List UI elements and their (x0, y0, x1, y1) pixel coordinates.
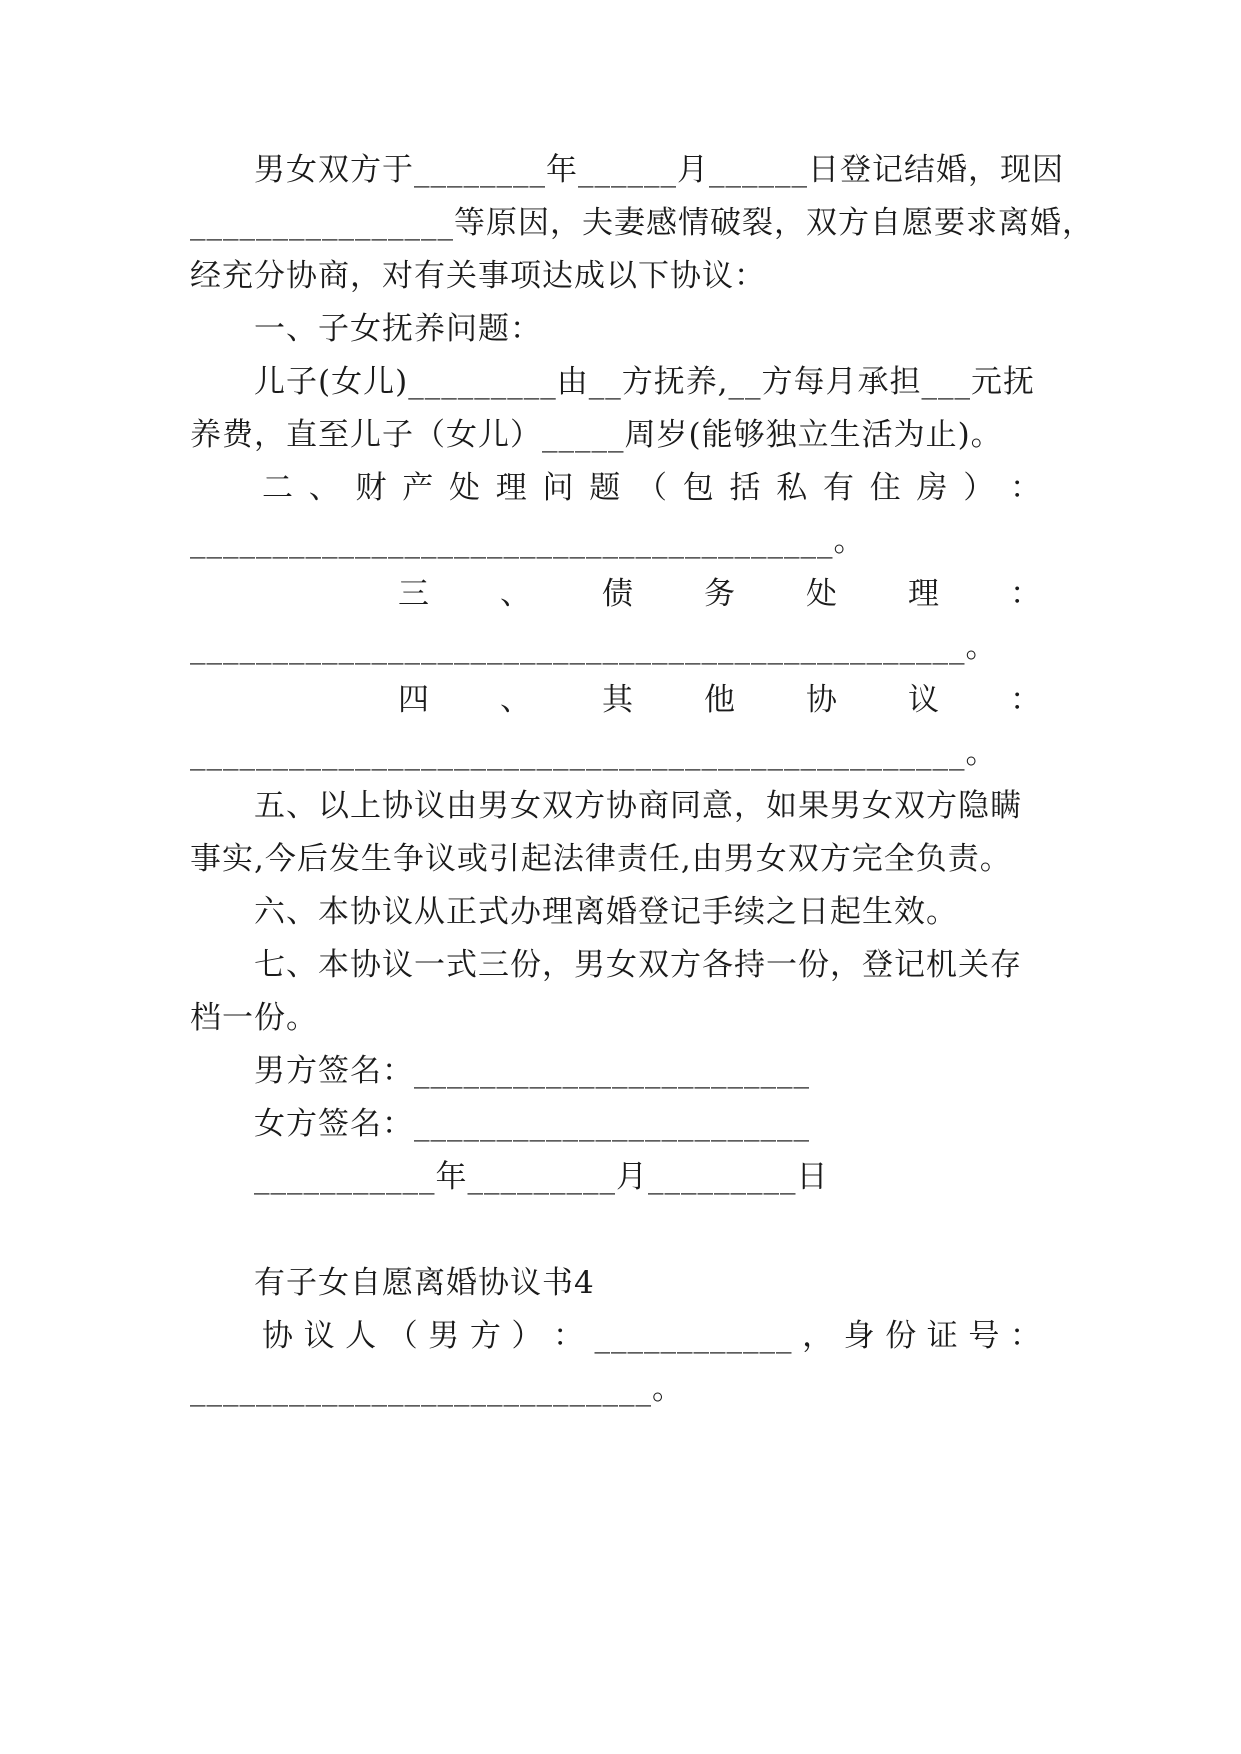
paragraph-line: 档一份。 (190, 1000, 318, 1036)
paragraph-line: 经充分协商，对有关事项达成以下协议： (190, 258, 766, 294)
section-heading-property: 二 、 财 产 处 理 问 题 （ 包 括 私 有 住 房 ） ： (262, 470, 1042, 506)
paragraph-line: 五、以上协议由男女双方协商同意，如果男女双方隐瞒 (190, 788, 1022, 824)
paragraph-line: 养费，直至儿子（女儿）_____周岁(能够独立生活为止)。 (190, 417, 1003, 453)
blank-line-id-number: ____________________________。 (190, 1371, 684, 1407)
blank-line-debt: _______________________________________________。 (190, 629, 998, 665)
document-title: 有子女自愿离婚协议书4 (190, 1265, 595, 1301)
section-heading-debt: 三 、 债 务 处 理 ： (398, 576, 1042, 612)
paragraph-line: 六、本协议从正式办理离婚登记手续之日起生效。 (190, 894, 958, 930)
section-heading-other: 四 、 其 他 协 议 ： (398, 682, 1042, 718)
paragraph-line: 男女双方于________年______月______日登记结婚，现因 (190, 152, 1064, 188)
male-signature-line: 男方签名：________________________ (190, 1053, 810, 1089)
date-line: ___________年_________月_________日 (190, 1159, 829, 1195)
female-signature-line: 女方签名：________________________ (190, 1106, 810, 1142)
blank-line-property: _______________________________________。 (190, 523, 866, 559)
section-heading-children: 一、子女抚养问题： (190, 311, 542, 347)
paragraph-line: 七、本协议一式三份，男女双方各持一份，登记机关存 (190, 947, 1022, 983)
paragraph-line: ________________等原因，夫妻感情破裂，双方自愿要求离婚， (190, 205, 1094, 241)
blank-line-other: _______________________________________________。 (190, 735, 998, 771)
paragraph-line: 事实,今后发生争议或引起法律责任,由男女双方完全负责。 (190, 841, 1012, 877)
party-info-line: 协 议 人 （ 男 方 ） ： ____________ ， 身 份 证 号 ： (262, 1318, 1042, 1354)
paragraph-line: 儿子(女儿)_________由__方抚养,__方每月承担___元抚 (190, 364, 1036, 400)
